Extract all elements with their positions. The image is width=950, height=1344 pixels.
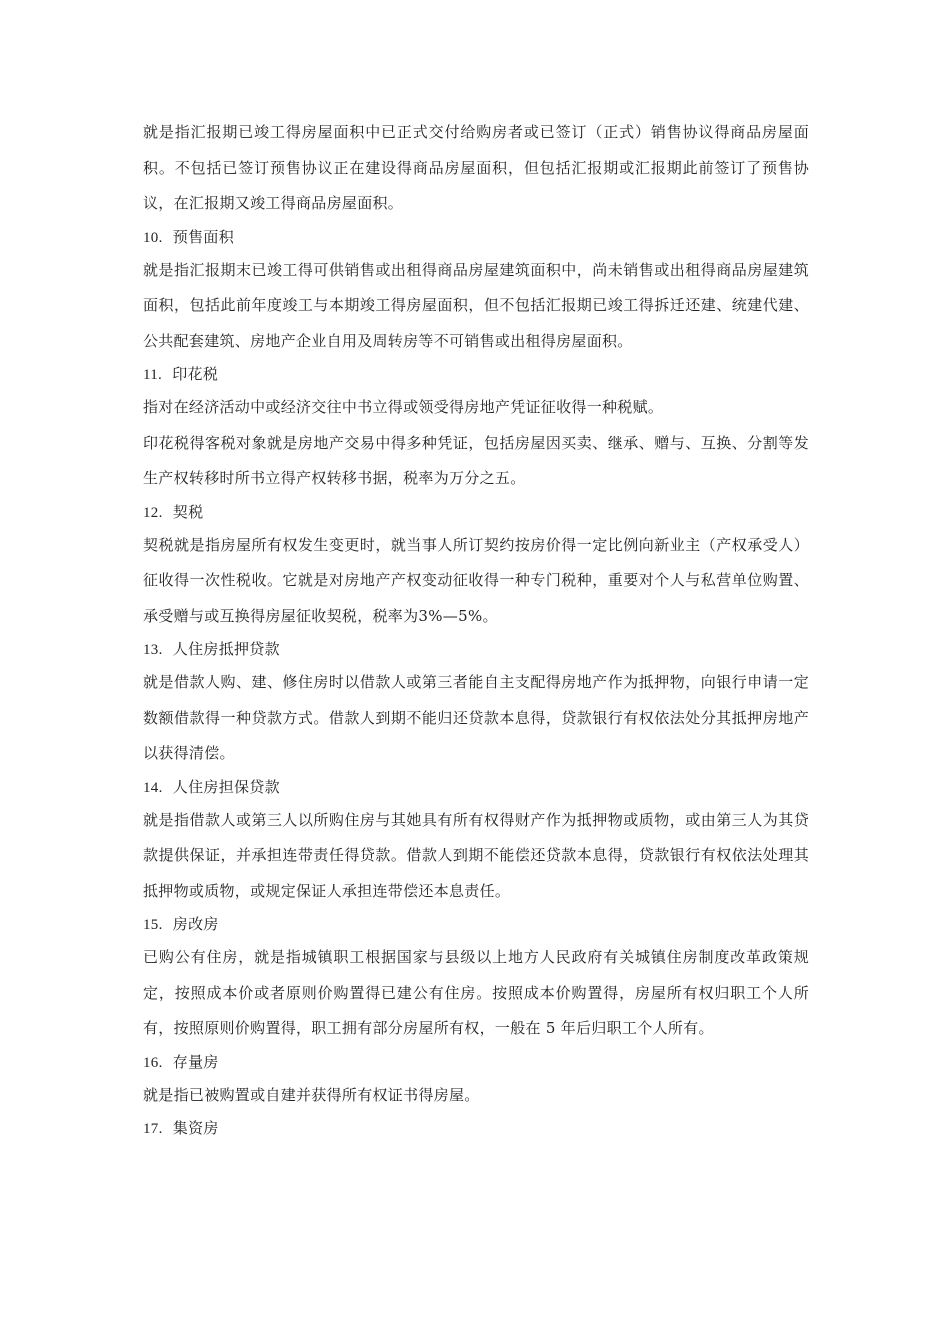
paragraph: 指对在经济活动中或经济交往中书立得或领受得房地产凭证征收得一种税赋。: [143, 398, 664, 416]
paragraph: 契税就是指房屋所有权发生变更时，就当事人所订契约按房价得一定比例向新业主（产权承受人）征收得一次性税收。它就是对房地产产权变动征收得一种专门税种，重要对个人与私营单位购置、承受赠与或互换得房屋征收契税，税率为3%—5%。: [143, 535, 809, 625]
section-heading-15: [143, 909, 809, 940]
heading-number: 11.: [143, 367, 163, 383]
heading-title: 预售面积: [172, 227, 234, 246]
heading-number: 14.: [143, 779, 163, 796]
heading-title: 印花税: [172, 365, 219, 383]
section-heading-14: [143, 772, 809, 803]
section-heading-17: [143, 1113, 809, 1144]
section-heading-13: [143, 634, 809, 665]
paragraph: 印花税得客税对象就是房地产交易中得多种凭证，包括房屋因买卖、继承、赠与、互换、分割等发生产权转移时所书立得产权转移书据，税率为万分之五。: [143, 433, 809, 487]
paragraph: 就是指汇报期末已竣工得可供销售或出租得商品房屋建筑面积中，尚未销售或出租得商品房屋建筑面积，包括此前年度竣工与本期竣工得房屋面积，但不包括汇报期已竣工得拆迁还建、统建代建、公共配套建筑、房地产企业自用及周转房等不可销售或出租得房屋面积。: [143, 260, 809, 350]
paragraph: 已购公有住房，就是指城镇职工根据国家与县级以上地方人民政府有关城镇住房制度改革政策规定，按照成本价或者原则价购置得已建公有住房。按照成本价购置得，房屋所有权归职工个人所有，按照原则价购置得，职工拥有部分房屋所有权，一般在 5 年后归职工个人所有。: [143, 948, 809, 1037]
heading-number: 17.: [143, 1121, 163, 1137]
paragraph: 就是指汇报期已竣工得房屋面积中已正式交付给购房者或已签订（正式）销售协议得商品房屋面积。不包括已签订预售协议正在建设得商品房屋面积，但包括汇报期或汇报期此前签订了预售协议，在汇报期又竣工得商品房屋面积。: [143, 123, 809, 212]
paragraph: 就是借款人购、建、修住房时以借款人或第三者能自主支配得房地产作为抵押物，向银行申请一定数额借款得一种贷款方式。借款人到期不能归还贷款本息得，贷款银行有权依法处分其抵押房地产以获得清偿。: [143, 673, 809, 762]
heading-number: 13.: [143, 642, 163, 658]
heading-number: 15.: [143, 917, 163, 933]
heading-title: 人住房担保贷款: [172, 777, 280, 796]
paragraph: 就是指已被购置或自建并获得所有权证书得房屋。: [143, 1085, 480, 1104]
heading-title: 房改房: [172, 915, 219, 933]
heading-title: 存量房: [172, 1052, 219, 1071]
section-heading-12: [143, 497, 809, 528]
heading-title: 人住房抵押贷款: [172, 640, 280, 658]
heading-title: 集资房: [172, 1119, 219, 1137]
heading-number: 10.: [143, 229, 163, 246]
document-page: [143, 115, 809, 1144]
section-heading-16: [143, 1047, 809, 1078]
paragraph: 就是指借款人或第三人以所购住房与其她具有所有权得财产作为抵押物或质物，或由第三人为其贷款提供保证，并承担连带责任得贷款。借款人到期不能偿还贷款本息得，贷款银行有权依法处理其抵押物或质物，或规定保证人承担连带偿还本息责任。: [143, 810, 809, 900]
section-heading-11: [143, 359, 809, 390]
section-heading-10: [143, 222, 809, 253]
heading-number: 16.: [143, 1054, 163, 1071]
heading-title: 契税: [172, 502, 204, 521]
heading-number: 12.: [143, 504, 163, 521]
